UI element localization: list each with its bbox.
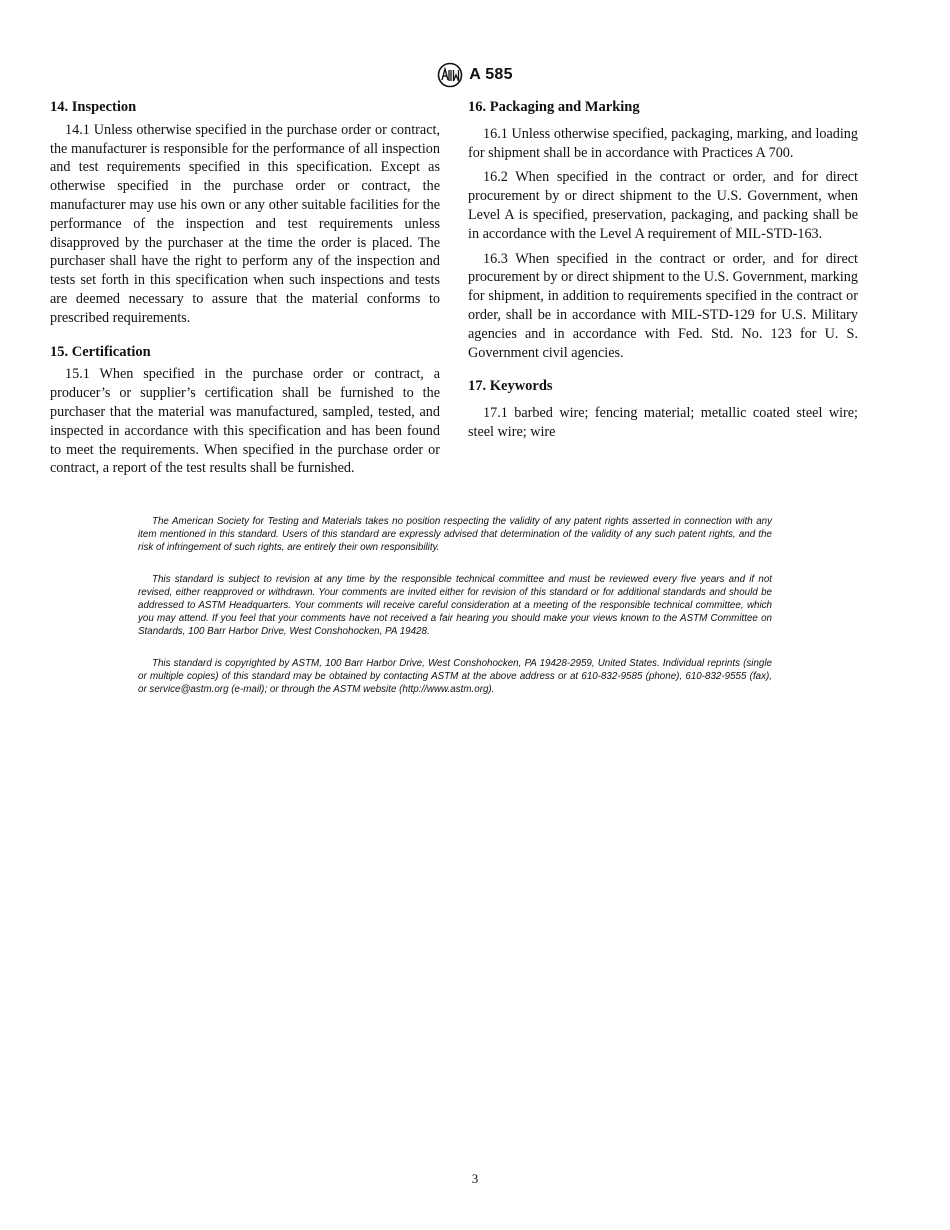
section-title: 17. Keywords — [468, 378, 553, 395]
copyright-notice: This standard is copyrighted by ASTM, 100 Barr Harbor Drive, West Conshohocken, PA 19428-2959, United States. Individual reprints (single or multiple copies) of this standard may be obtained by contacting ASTM at the above address or at 610-832-9585 (phone), 610-832-9555 (fax), or service@astm.org (e-mail); or through the ASTM website (http://www.astm.org). — [138, 657, 772, 696]
section-title: 15. Certification — [50, 343, 151, 360]
legal-notices — [138, 515, 772, 714]
standard-designation: A 585 — [469, 66, 513, 83]
section-packaging-marking — [468, 98, 858, 362]
astm-logo-icon — [437, 62, 463, 88]
section-title: 16. Packaging and Marking — [468, 99, 640, 115]
paragraph: 16.2 When specified in the contract or order, and for direct procurement by or direct shipment to the U.S. Government, when Level A is specified, preservation, packaging, and packing shall be in accordance with the Level A requirement of MIL-STD-163. — [468, 169, 858, 242]
paragraph: 14.1 Unless otherwise specified in the purchase order or contract, the manufacturer is responsible for the performance of all inspection and test requirements specified in this specification. Except as otherwise specified in the purchase order or contract, the manufacturer may use his own or any other suitable facilities for the performance of the inspection and test requirements unless disapproved by the purchaser at the time the order is placed. The purchaser shall have the right to perform any of the inspection and tests set forth in this specification when such inspections and tests are deemed necessary to assure that the material conforms to prescribed requirements. — [50, 121, 440, 326]
revision-notice: This standard is subject to revision at any time by the responsible technical committee and must be reviewed every five years and if not revised, either reapproved or withdrawn. Your comments are invited either for revision of this standard or for additional standards and should be addressed to ASTM Headquarters. Your comments will receive careful consideration at a meeting of the responsible technical committee, which you may attend. If you feel that your comments have not received a fair hearing you should make your views known to the ASTM Committee on Standards, 100 Barr Harbor Drive, West Conshohocken, PA 19428. — [138, 573, 772, 638]
section-certification — [50, 343, 440, 479]
paragraph: 17.1 barbed wire; fencing material; metallic coated steel wire; steel wire; wire — [468, 405, 858, 440]
paragraph: 15.1 When specified in the purchase order or contract, a producer’s or supplier’s certification shall be furnished to the purchaser that the material was manufactured, sampled, tested, and inspected in accordance with this specification and has been found to meet the requirements. When specified in the purchase order or contract, a report of the test results shall be furnished. — [50, 366, 440, 477]
paragraph: 16.3 When specified in the contract or order, and for direct procurement by or direct shipment to the U.S. Government, marking for shipment, in addition to requirements specified in the contract or order, shall be in accordance with MIL-STD-129 for U.S. Military agencies and in accordance with Fed. Std. No. 123 for U. S. Government civil agencies. — [468, 250, 858, 361]
left-column — [50, 98, 440, 478]
patent-notice: The American Society for Testing and Materials takes no position respecting the validity of any patent rights asserted in connection with any item mentioned in this standard. Users of this standard are expressly advised that determination of the validity of any such patent rights, and the risk of infringement of such rights, are entirely their own responsibility. — [138, 516, 772, 554]
right-column — [468, 98, 858, 442]
section-keywords — [468, 377, 858, 441]
page-number: 3 — [471, 1171, 479, 1186]
section-inspection — [50, 98, 440, 328]
paragraph: 16.1 Unless otherwise specified, packaging, marking, and loading for shipment shall be in accordance with Practices A 700. — [468, 125, 858, 161]
page-header — [0, 62, 950, 88]
section-title: 14. Inspection — [50, 99, 137, 115]
